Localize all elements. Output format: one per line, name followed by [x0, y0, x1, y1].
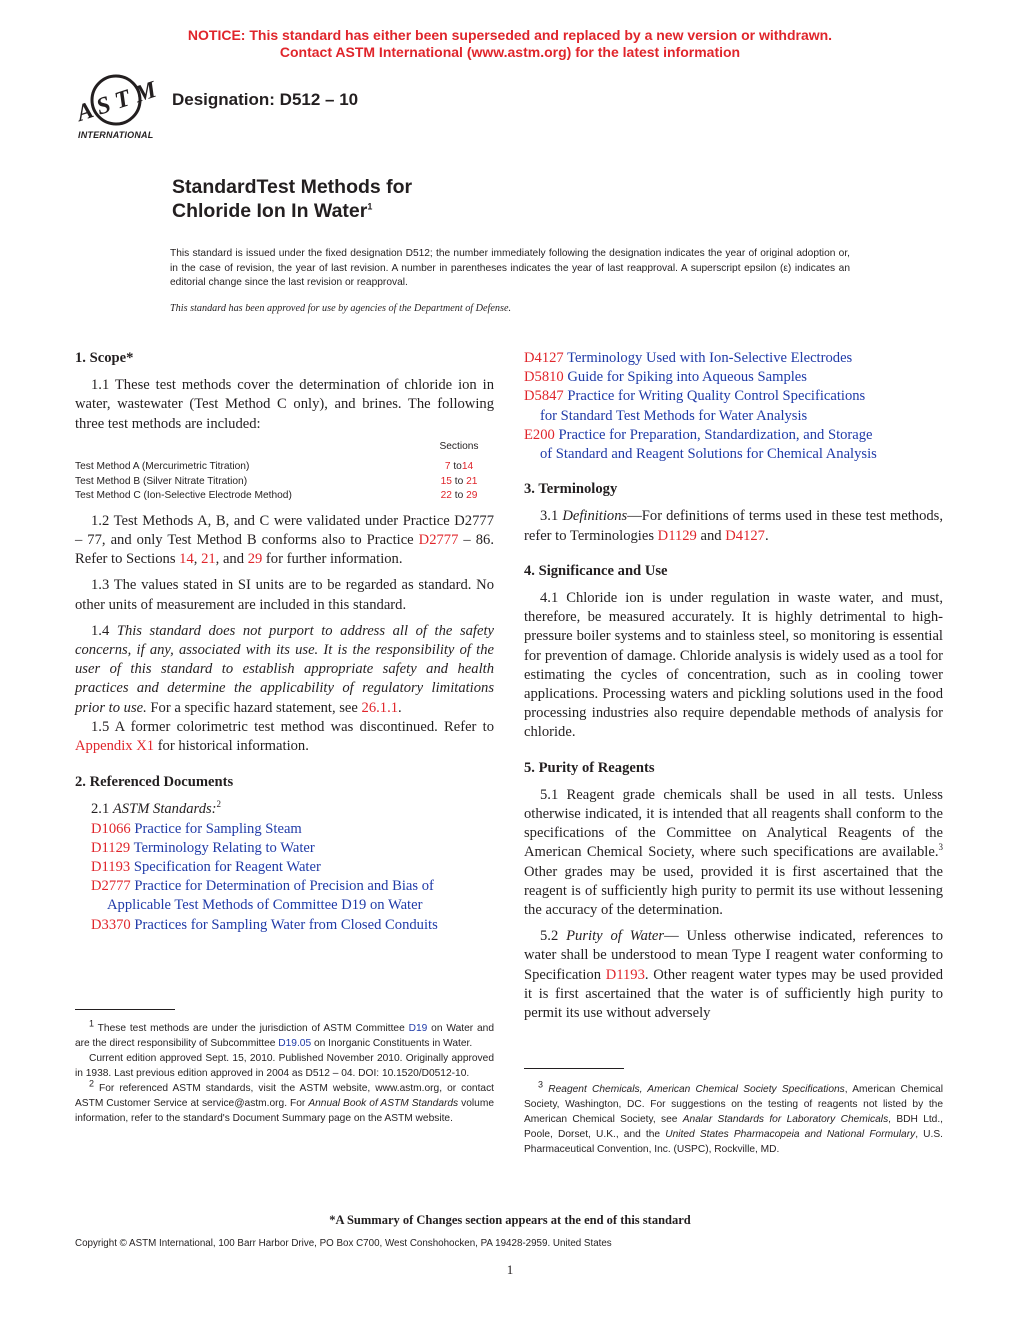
footnote-1-mark: 1 — [89, 1018, 95, 1029]
footnote-rule-right — [524, 1068, 624, 1069]
reference-code: D4127 — [524, 350, 564, 366]
para-1-1: 1.1 These test methods cover the determination of chloride ion in water, wastewater (Test Method C only), and brines. The following three test methods are included: — [75, 377, 494, 432]
method-name: Test Method A (Mercurimetric Titration) — [75, 461, 250, 473]
subcommittee-link[interactable]: D19.05 — [278, 1038, 312, 1049]
para-1-4: 1.4 This standard does not purport to address all of the safety concerns, if any, associated with its use. It is the responsibility of the user of this standard to establish appropriate safety and health practices and determine the applicability of regulatory limitations prior to use. For a specific hazard statement, see 26.1.1. — [75, 622, 494, 716]
section-link[interactable]: 21 — [466, 475, 478, 487]
para-2-1 — [75, 800, 494, 819]
reference-title-cont: for Standard Test Methods for Water Analysis — [540, 407, 808, 424]
section-2-heading: 2. Referenced Documents — [75, 774, 234, 791]
para-5-2-num: 5.2 — [540, 928, 567, 945]
reference-title: Practice for Preparation, Standardization, and Storage — [558, 426, 873, 443]
section-link[interactable]: 14 — [461, 461, 474, 473]
section-1-heading: 1. Scope* — [75, 350, 134, 366]
reference-code: D5847 — [524, 388, 564, 405]
copyright: Copyright © ASTM International, 100 Barr Harbor Drive, PO Box C700, West Conshohocken, PA 19428-2959. United States — [75, 1238, 612, 1249]
summary-of-changes-note: *A Summary of Changes section appears at the end of this standard — [329, 1213, 691, 1227]
para-5-1 — [524, 786, 943, 920]
footnote-3-italic-2: Analar Standards for Laboratory Chemicals — [682, 1114, 889, 1125]
to-word: to — [454, 475, 464, 487]
para-5-2 — [524, 927, 943, 1023]
footnote-3-italic-1: Reagent Chemicals, American Chemical Society Specifications — [548, 1084, 845, 1095]
footnotes-right — [524, 1079, 944, 1157]
method-row — [75, 475, 494, 490]
para-1-5-text: 1.5 A former colorimetric test method was discontinued. Refer to — [91, 718, 494, 735]
hazard-link[interactable]: 26.1.1 — [361, 699, 399, 716]
para-3-1-end: . — [764, 527, 769, 544]
para-1-4-rest: For a specific hazard statement, see — [146, 699, 362, 716]
para-3-1-text: —For definitions of terms used in these test methods, refer to Terminologies — [524, 508, 944, 544]
reference-title: Specification for Reagent Water — [133, 859, 321, 876]
footnote-2-italic: Annual Book of ASTM Standards — [308, 1098, 459, 1109]
section-4-heading: 4. Significance and Use — [524, 562, 668, 579]
reference-item[interactable] — [524, 349, 943, 368]
footnote-2-text-b: volume information, refer to the standard's Document Summary page on the ASTM website. — [75, 1098, 495, 1124]
reference-title: Practice for Determination of Precision and Bias of — [134, 878, 434, 895]
para-1-5-text-b: for historical information. — [154, 738, 309, 755]
para-5-2-text: — Unless otherwise indicated, references to water shall be understood to mean Type I reagent water conforming to Specification — [524, 928, 944, 983]
section-14-link[interactable]: 14 — [179, 551, 194, 568]
method-row — [75, 489, 494, 504]
reference-item[interactable] — [91, 877, 494, 915]
reference-item[interactable] — [91, 916, 494, 935]
svg-text:A S T M: A S T M — [74, 76, 160, 127]
notice-line-2: Contact ASTM International (www.astm.org) for the latest information — [279, 44, 741, 60]
footnote-2-mark: 2 — [89, 1078, 95, 1089]
para-1-3: 1.3 The values stated in SI units are to be regarded as standard. No other units of measurement are included in this standard. — [75, 577, 494, 613]
para-3-1 — [524, 507, 943, 545]
reference-title-cont: Applicable Test Methods of Committee D19 on Water — [107, 897, 423, 914]
footnote-3-italic-3: United States Pharmacopeia and National Formulary — [665, 1129, 916, 1140]
para-1-4-num: 1.4 — [91, 622, 117, 639]
section-link[interactable]: 15 — [440, 475, 452, 487]
reference-title: Practices for Sampling Water from Closed Conduits — [134, 916, 438, 933]
to-word: to — [453, 461, 462, 473]
footnote-3-mark: 3 — [538, 1079, 544, 1090]
para-1-4-italic: This standard does not purport to address all of the safety concerns, if any, associated with its use. It is the responsibility of the user of this standard to establish appropriate safety and health practices and determine the applicability of regulatory limitations prior to use. — [75, 622, 494, 716]
left-column — [75, 349, 494, 935]
d4127-link[interactable]: D4127 — [725, 527, 765, 544]
footnote-3-ref: 3 — [938, 842, 943, 853]
section-link[interactable]: 7 — [444, 461, 451, 473]
para-1-2-text-b: – 86. Refer to Sections — [75, 532, 494, 568]
astm-logo — [74, 68, 164, 143]
reference-item[interactable] — [524, 368, 943, 387]
reference-title: Terminology Used with Ion-Selective Electrodes — [567, 350, 853, 366]
reference-item[interactable] — [524, 387, 943, 425]
para-5-2-italic: Purity of Water — [566, 928, 665, 945]
para-5-1-text: 5.1 Reagent grade chemicals shall be used in all tests. Unless otherwise indicated, it is intended that all reagents shall conform to the specifications of the Committee on Analytical Reagents of the American Chemical Society, where such specifications are available. — [524, 786, 943, 861]
d2777-link[interactable]: D2777 — [418, 532, 459, 549]
reference-title: Practice for Writing Quality Control Specifications — [567, 388, 866, 405]
logo-subtitle: INTERNATIONAL — [78, 130, 154, 140]
reference-item[interactable] — [91, 858, 494, 877]
para-1-2: 1.2 Test Methods A, B, and C were validated under Practice D2777 – 77, and only Test Method B conforms also to Practice D2777 – 86. Refer to Sections 14, 21, and 29 for further information. — [75, 512, 494, 568]
reference-title-cont: of Standard and Reagent Solutions for Chemical Analysis — [540, 446, 877, 463]
section-link[interactable]: 22 — [440, 490, 452, 502]
para-1-2-text-c: for further information. — [262, 551, 403, 568]
d1193-link[interactable]: D1193 — [605, 966, 645, 983]
title-line-2-text: Chloride Ion In Water — [172, 200, 368, 222]
reference-code: D1129 — [91, 839, 131, 856]
d1129-link[interactable]: D1129 — [657, 527, 697, 544]
footnote-3-text-c: , U.S. Pharmaceutical Convention, Inc. (USPC), Rockville, MD. — [524, 1129, 943, 1155]
para-4-1: 4.1 Chloride ion is under regulation in waste water, and must, therefore, be measured accurately. It is highly detrimental to high-pressure boiler systems and to stainless steel, so monitoring is essential for prevention of damage. Chloride analysis is widely used as a tool for estimating the cycles of concentration, such as in cooling tower applications. Processing waters and pickling solutions used in the food processing industries also require dependable methods of analysis for chloride. — [524, 590, 943, 741]
appendix-link[interactable]: Appendix X1 — [75, 738, 155, 755]
method-name: Test Method B (Silver Nitrate Titration) — [75, 475, 248, 487]
document-title — [172, 175, 412, 223]
footnote-3 — [524, 1079, 944, 1157]
reference-list — [75, 820, 494, 935]
footnote-2 — [75, 1078, 495, 1126]
footnote-2-text: For referenced ASTM standards, visit the ASTM website, www.astm.org, or contact ASTM Customer Service at service@astm.org. For — [75, 1083, 494, 1109]
reference-code: E200 — [524, 426, 555, 443]
reference-item[interactable] — [524, 426, 943, 464]
para-1-5 — [75, 718, 494, 756]
footnote-1-text-c: on Inorganic Constituents in Water. — [311, 1038, 473, 1049]
footnote-1 — [75, 1018, 494, 1051]
footnote-rule-left — [75, 1009, 175, 1010]
title-line-1: StandardTest Methods for — [172, 176, 413, 198]
para-3-1-italic: Definitions — [562, 508, 628, 525]
sections-header: Sections — [439, 440, 479, 452]
reference-code: D3370 — [91, 916, 131, 933]
reference-item[interactable] — [91, 820, 494, 839]
method-name: Test Method C (Ion-Selective Electrode Method) — [75, 490, 292, 502]
issuance-statement: This standard is issued under the fixed designation D512; the number immediately following the designation indicates the year of original adoption or, in the case of revision, the year of last revision. A number in parentheses indicates the year of last reapproval. A superscript epsilon (ε) indicates an editorial change since the last revision or reapproval. — [170, 248, 850, 288]
page-number: 1 — [506, 1262, 514, 1277]
title-footnote-ref: 1 — [367, 201, 373, 212]
committee-link[interactable]: D19 — [408, 1023, 428, 1034]
reference-title: Guide for Spiking into Aqueous Samples — [567, 369, 807, 386]
dod-statement: This standard has been approved for use by agencies of the Department of Defense. — [170, 303, 512, 314]
method-row — [75, 460, 494, 475]
reference-code: D1193 — [91, 859, 131, 876]
footnotes-left — [75, 1018, 495, 1126]
reference-title: Terminology Relating to Water — [133, 839, 315, 856]
footnote-1-text-b: on Water and are the direct responsibility of Subcommittee — [75, 1023, 494, 1049]
section-21-link[interactable]: 21 — [201, 551, 216, 568]
superseded-notice — [0, 27, 1020, 61]
footnote-1-text: These test methods are under the jurisdiction of ASTM Committee — [94, 1023, 409, 1034]
reference-code: D1066 — [91, 820, 131, 837]
right-column — [524, 349, 943, 1023]
footnote-1-edition: Current edition approved Sept. 15, 2010. Published November 2010. Originally approved in 1938. Last previous edition approved in 2004 as D512 – 04. DOI: 10.1520/D0512-10. — [75, 1053, 494, 1079]
para-2-1-num: 2.1 — [91, 801, 113, 818]
reference-title: Practice for Sampling Steam — [134, 820, 302, 837]
para-3-1-num: 3.1 — [540, 508, 563, 525]
reference-code: D2777 — [91, 878, 131, 895]
para-5-1-text-b: Other grades may be used, provided it is first ascertained that the reagent is of sufficiently high purity to permit its use without lessening the accuracy of the determination. — [524, 863, 943, 919]
designation: Designation: D512 – 10 — [172, 90, 359, 109]
title-line-2 — [172, 199, 412, 223]
methods-table — [75, 440, 494, 504]
to-word: to — [454, 490, 464, 502]
section-link[interactable]: 29 — [466, 490, 478, 502]
notice-line-1: NOTICE: This standard has either been superseded and replaced by a new version or withdrawn. — [187, 27, 833, 43]
para-5-2-text-b: . Other reagent water types may be used provided it is first ascertained that the water is of sufficiently high purity to permit its use without adversely — [524, 966, 943, 1022]
section-29-link[interactable]: 29 — [247, 551, 263, 568]
para-1-2-text: 1.2 Test Methods A, B, and C were validated under Practice D2777 – 77, and only Test Method B conforms also to Practice — [75, 512, 494, 549]
section-5-heading: 5. Purity of Reagents — [524, 759, 655, 776]
para-3-1-and: and — [696, 527, 726, 544]
reference-item[interactable] — [91, 839, 494, 858]
footnote-3-text: , American Chemical Society, Washington, DC. For suggestions on the testing of reagents not listed by the American Chemical Society, see — [524, 1084, 943, 1125]
para-2-1-italic: ASTM Standards: — [112, 801, 217, 818]
section-3-heading: 3. Terminology — [524, 481, 618, 498]
footnote-2-ref: 2 — [216, 799, 222, 810]
reference-code: D5810 — [524, 369, 564, 386]
footnote-3-text-b: , BDH Ltd., Poole, Dorset, U.K., and the — [524, 1114, 944, 1140]
